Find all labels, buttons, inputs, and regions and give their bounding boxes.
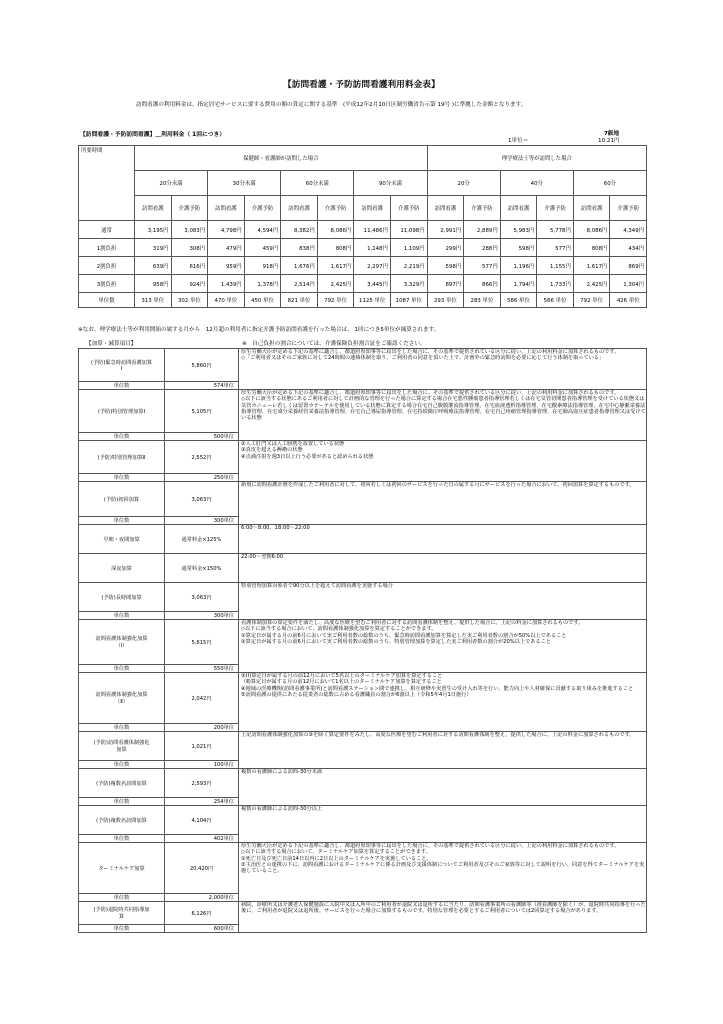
unit-cell: 283 単位 [464,293,501,308]
unit-cell: 792 単位 [573,293,610,308]
fee-cell: 1,439円 [208,275,245,293]
fee-row-label: 3割負担 [79,275,135,293]
fee-cell: 2,514円 [281,275,318,293]
fee-row-label: 単位数 [79,293,135,308]
addition-description: 6:00〜8:00、18:00〜22:00 [239,525,647,554]
duration-header: 60分未満 [281,171,354,196]
addition-row [79,732,647,761]
addition-name: (予防)長時間加算 [79,583,165,612]
duration-header: 20分 [427,171,500,196]
service-type-header: 介護予防 [537,196,574,221]
fee-cell: 3,195円 [135,221,172,239]
fee-cell: 1,733円 [537,275,574,293]
addition-units: 300単位 [165,612,239,620]
addition-price: 3,063円 [165,583,239,612]
unit-cell: 470 単位 [208,293,245,308]
addition-units: 600単位 [165,925,239,933]
addition-units: 254単位 [165,798,239,806]
unit-label: 単位数 [79,925,165,933]
addition-row [79,390,647,433]
unit-cell: 450 単位 [244,293,281,308]
addition-name: (予防)訪問看護体制強化 加算 [79,732,165,761]
fee-cell: 308円 [171,239,208,257]
addition-name: (予防)複数名訪問加算 [79,806,165,835]
fee-cell: 8,086円 [317,221,354,239]
duration-header: 20分未満 [135,171,208,196]
addition-price: 2,042円 [165,673,239,724]
fee-unit-row [79,293,647,308]
addition-units: 300単位 [165,517,239,525]
fee-cell: 2,297円 [354,257,391,275]
addition-name: 早朝・夜間加算 [79,525,165,554]
fee-cell: 2,425円 [573,275,610,293]
fee-row [79,257,647,275]
addition-description: ③(Ⅰ)算定日が属する月の前12月において5名以上のターミナルケア加算を算定すること （Ⅱ)算定日が属する月の前12月において1名以上のターミナルケア加算を算定すること ④地域の医療機関(訪問看護事業所)と訪問看護ステーション間で連携し、相互研修や実習生の受け入れ等を行い、能力向上や人材確保に貢献する取り組みを推進すること ⑤訪問看護の提供にあたる従業者の総数に占める看護職員の割合が6割以上（令和5年4月1日施行） [239,673,647,732]
fee-row [79,275,647,293]
fee-cell: 299円 [427,239,464,257]
addition-price: 2,593円 [165,769,239,798]
fee-cell: 4,349円 [610,221,647,239]
addition-units: 100単位 [165,761,239,769]
addition-row [79,673,647,724]
addition-price: 3,063円 [165,482,239,517]
fee-cell: 1,617円 [317,257,354,275]
fee-cell: 639円 [135,257,172,275]
service-type-header: 介護予防 [244,196,281,221]
unit-label: 単位数 [79,798,165,806]
fee-cell: 2,889円 [464,221,501,239]
service-type-header: 訪問看護 [354,196,391,221]
unit-label: 単位数 [79,724,165,732]
additions-header: 【加算・減算項目】 [86,341,137,347]
fee-row [79,221,647,239]
unit-label: 単位数 [79,517,165,525]
fee-duration-row [79,171,647,196]
duration-header: 90分未満 [354,171,427,196]
unit-cell: 313 単位 [135,293,172,308]
addition-row [79,554,647,583]
addition-units: 250単位 [165,474,239,482]
addition-price: 通常料金×150% [165,554,239,583]
fee-cell: 5,983円 [500,221,537,239]
addition-name: (予防)緊急時訪問看護加算 Ⅰ [79,349,165,382]
fee-cell: 4,798円 [208,221,245,239]
addition-units: 402単位 [165,835,239,843]
unit-label: 単位数 [79,665,165,673]
addition-price: 5,860円 [165,349,239,382]
unit-label: 単位数 [79,835,165,843]
addition-row [79,620,647,665]
service-type-header: 訪問看護 [281,196,318,221]
duration-header: 30分未満 [208,171,281,196]
addition-description: 新規に訪問看護計画を作成したご利用者に対して、初回若しくは初回のサービスを行った日の属する月にサービスを行った場合において、初回加算を算定するものです。 [239,482,647,525]
fee-cell: 319円 [135,239,172,257]
unit-label: 単位数 [79,474,165,482]
service-type-header: 訪問看護 [500,196,537,221]
fee-cell: 4,594円 [244,221,281,239]
service-type-header: 訪問看護 [573,196,610,221]
fee-row-label: 1割負担 [79,239,135,257]
unit-label: 単位数 [79,382,165,390]
addition-row [79,806,647,835]
addition-name: (予防)退院時共同指導加 算 [79,902,165,925]
fee-header-row [79,146,647,171]
addition-price: 5,615円 [165,620,239,665]
unit-label: 単位数 [79,761,165,769]
addition-units: 574単位 [165,382,239,390]
duration-header: 40分 [500,171,573,196]
service-type-header: 介護予防 [317,196,354,221]
unit-label: 単位数 [79,433,165,441]
unit-cell: 792 単位 [317,293,354,308]
addition-units: 500単位 [165,433,239,441]
service-type-header: 訪問看護 [135,196,172,221]
service-type-header: 介護予防 [464,196,501,221]
fee-type-row [79,196,647,221]
addition-price: 5,105円 [165,390,239,433]
fee-cell: 11,098円 [390,221,427,239]
unit-cell: 1125 単位 [354,293,391,308]
addition-description: ②人工肛門又は人工膀胱を設置している状態 ③真皮を超える褥瘡の状態 ④点滴注射を週3日以上行う必要があると認められる状態 [239,441,647,482]
duration-header: 60分 [573,171,646,196]
fee-cell: 598円 [500,239,537,257]
addition-row [79,482,647,517]
unit-cell: 1087 単位 [390,293,427,308]
addition-description: 特別管理加算対象者で90分以上を超えて訪問看護を実施する場合 [239,583,647,620]
fee-row-label: 2割負担 [79,257,135,275]
fee-cell: 434円 [610,239,647,257]
addition-row [79,441,647,474]
fee-cell: 616円 [171,257,208,275]
fee-cell: 459円 [244,239,281,257]
fee-cell: 5,778円 [537,221,574,239]
intro-text: 訪問看護の利用料金は、指定居宅サービスに要する費用の額の算定に関する基準 (平成12年2月10日区制労働省告示第 19号 )に準拠した金額となります。 [136,102,527,108]
fee-cell: 924円 [171,275,208,293]
fee-cell: 479円 [208,239,245,257]
service-type-header: 訪問看護 [427,196,464,221]
fee-cell: 1,155円 [537,257,574,275]
fee-cell: 11,486円 [354,221,391,239]
addition-name: 訪問看護体制強化加算 （Ⅱ） [79,673,165,724]
unit-label: 単位数 [79,894,165,902]
unit-cell: 821 単位 [281,293,318,308]
addition-description: 複数の看護師による訪問-30分以上 [239,806,647,843]
addition-description: 厚生労働大臣が定める下記の基準に適合し、都道府県知事等に届出をした場合に、その基準で提供されている区分に従い、上記の利用料金に加算されるものです。 ◇「ご利用者又はそのご家族に対して24時間の連絡体制を取り、ご利用者の同意を頂いた上で、計画外の緊急時訪問を必要に応じて行う体制を取っている」 [239,349,647,390]
addition-row [79,583,647,612]
addition-description: 厚生労働大臣が定める下記の基準に適合し、都道府県知事等に届出をした場合に、その基準で提供されている区分に従い、上記の利用料金に加算されるものです。 ◇以下に該当する場合において、ターミナルケア加算を算定することができます。 ①死亡日及び死亡日前14日以内に2日以上のターミナルケアを実施していること。 ②主治医との連携の下に、訪問看護におけるターミナルケアに係る計画及び支援体制についてご利用者及びそのご家族等に対して説明を行い、同意を得てターミナルケアを実施していること。 [239,843,647,902]
fee-section-label: 【訪問看護・予防訪問看護】＿利用料金（ 1回につき） [80,132,226,138]
addition-units: 2,000単位 [165,894,239,902]
region-grade: 7級地 [604,131,620,137]
fee-cell: 918円 [244,257,281,275]
fee-cell: 1,196円 [500,257,537,275]
addition-row [79,769,647,798]
unit-value: 10.21円 [598,138,620,144]
fee-cell: 838円 [281,239,318,257]
addition-description: 看護体制加算の算定要件を満たし、高度な医療を望むご利用者に対する訪問看護体制を整え、提供した場合に、上記の料金に加算されるものです。 ◇以下に該当する場合において、訪問看護体制強化加算を算定することができます。 ①算定日が属する月の前6月において実ご利用者数の総数のうち、緊急時訪問看護加算を算定した実ご利用者数の割合が50%以上であること ②算定日が属する月の前6月において実ご利用者数の総数のうち、特別管理加算を算定した実ご利用者数の割合が20%以上であること [239,620,647,673]
addition-description: 22:00〜翌朝6:00 [239,554,647,583]
unit-label: 単位数 [79,612,165,620]
addition-price: 2,552円 [165,441,239,474]
addition-price: 通常料金×125% [165,525,239,554]
group-therapist-label: 理学療法士等が訪問した場合 [427,146,646,171]
fee-cell: 2,991円 [427,221,464,239]
fee-cell: 1,109円 [390,239,427,257]
unit-cell: 293 単位 [427,293,464,308]
addition-description: 複数の看護師による訪問-30分未満 [239,769,647,806]
addition-name: (予防)複数名訪問加算 [79,769,165,798]
addition-name: 訪問看護体制強化加算 （Ⅰ） [79,620,165,665]
document-title: 【訪問看護・予防訪問看護利用料金表】 [283,80,440,90]
addition-price: 20,420円 [165,843,239,894]
fee-cell: 2,219円 [390,257,427,275]
fee-cell: 808円 [573,239,610,257]
fee-cell: 1,378円 [244,275,281,293]
fee-corner-label: 所要時間 [79,146,135,221]
unit-cell: 426 単位 [610,293,647,308]
unit-label: 1単位＝ [508,138,529,144]
addition-units: 200単位 [165,724,239,732]
fee-table [78,145,647,308]
addition-description: 上記訪問看護体制強化加算の③を除く算定要件をみたし、高度な医療を望むご利用者に対する訪問看護体制を整え、提供した場合に、上記の料金に加算されるものです。 [239,732,647,769]
fee-cell: 1,617円 [573,257,610,275]
addition-name: (予防)初回加算 [79,482,165,517]
fee-cell: 808円 [317,239,354,257]
fee-cell: 866円 [464,275,501,293]
fee-cell: 1,794円 [500,275,537,293]
fee-row [79,239,647,257]
fee-cell: 1,148円 [354,239,391,257]
fee-cell: 3,083円 [171,221,208,239]
addition-price: 1,021円 [165,732,239,761]
addition-row [79,349,647,382]
unit-cell: 586 単位 [500,293,537,308]
addition-units: 550単位 [165,665,239,673]
fee-cell: 2,425円 [317,275,354,293]
fee-cell: 869円 [610,257,647,275]
addition-price: 6,126円 [165,902,239,925]
fee-cell: 1,676円 [281,257,318,275]
additions-note: ※ 自己負担の割合については、介護保険負担割合証をご確認ください。 [242,341,426,347]
fee-cell: 8,382円 [281,221,318,239]
fee-cell: 8,086円 [573,221,610,239]
therapist-reduction-note: ※なお、理学療法士等が利用開始の属する月から 12月超の利用者に指定介護予防訪問看護を行った場合は、 1回につき5単位が減算されます。 [78,327,440,333]
fee-cell: 577円 [537,239,574,257]
fee-cell: 958円 [135,275,172,293]
unit-cell: 302 単位 [171,293,208,308]
service-type-header: 訪問看護 [208,196,245,221]
addition-description: 病院、診療所又は介護老人保健施設に入院中又は入所中のご利用者が退院又は退所するに当たり、訪問看護事業所の看護師等（准看護師を除く）が、退院時共同指導を行った後に、ご利用者が退院又は退所後、サービスを行った場合に加算するものです。特別な管理を必要とするご利用者については2回算定する場合があります。 [239,902,647,933]
fee-cell: 959円 [208,257,245,275]
addition-name: ターミナルケア加算 [79,843,165,894]
addition-name: (予防)特別管理加算Ⅱ [79,441,165,474]
fee-cell: 3,445円 [354,275,391,293]
fee-cell: 288円 [464,239,501,257]
addition-description: 厚生労働大臣が定める下記の基準に適合し、都道府県知事等に届出をした場合に、その基準で提供されている区分に従い、上記の利用料金に加算されるものです。 ◇以下に該当する状態にあるご利用者に対して計画的な管理を行った場合に算定する場合在宅悪性腫瘍患者指導管理若しくは在宅気管切開患者指導管理を受けている状態又は気管カニューレ若しくは留置カテーテルを使用している状態に算定する場合在宅自己腹膜灌流指導管理、在宅血液透析指導管理、在宅酸素療法指導管理、在宅中心静脈栄養法指導管理、在宅成分栄養経管栄養法指導管理、在宅自己導尿指導管理、在宅持続陽圧呼吸療法指導管理、在宅自己疼痛管理指導管理、在宅肺高血圧症患者指導管理又は受けている状態 [239,390,647,441]
service-type-header: 介護予防 [171,196,208,221]
addition-name: (予防)特別管理加算Ⅰ [79,390,165,433]
addition-row [79,843,647,894]
addition-name: 深夜加算 [79,554,165,583]
fee-cell: 1,304円 [610,275,647,293]
fee-cell: 3,329円 [390,275,427,293]
service-type-header: 介護予防 [390,196,427,221]
additions-table [78,348,647,933]
addition-row [79,525,647,554]
addition-price: 4,104円 [165,806,239,835]
service-type-header: 介護予防 [610,196,647,221]
fee-row-label: 通常 [79,221,135,239]
addition-row [79,902,647,925]
fee-cell: 598円 [427,257,464,275]
fee-cell: 897円 [427,275,464,293]
fee-cell: 577円 [464,257,501,275]
unit-cell: 566 単位 [537,293,574,308]
group-nurse-label: 保健師・看護師が訪問した場合 [135,146,428,171]
